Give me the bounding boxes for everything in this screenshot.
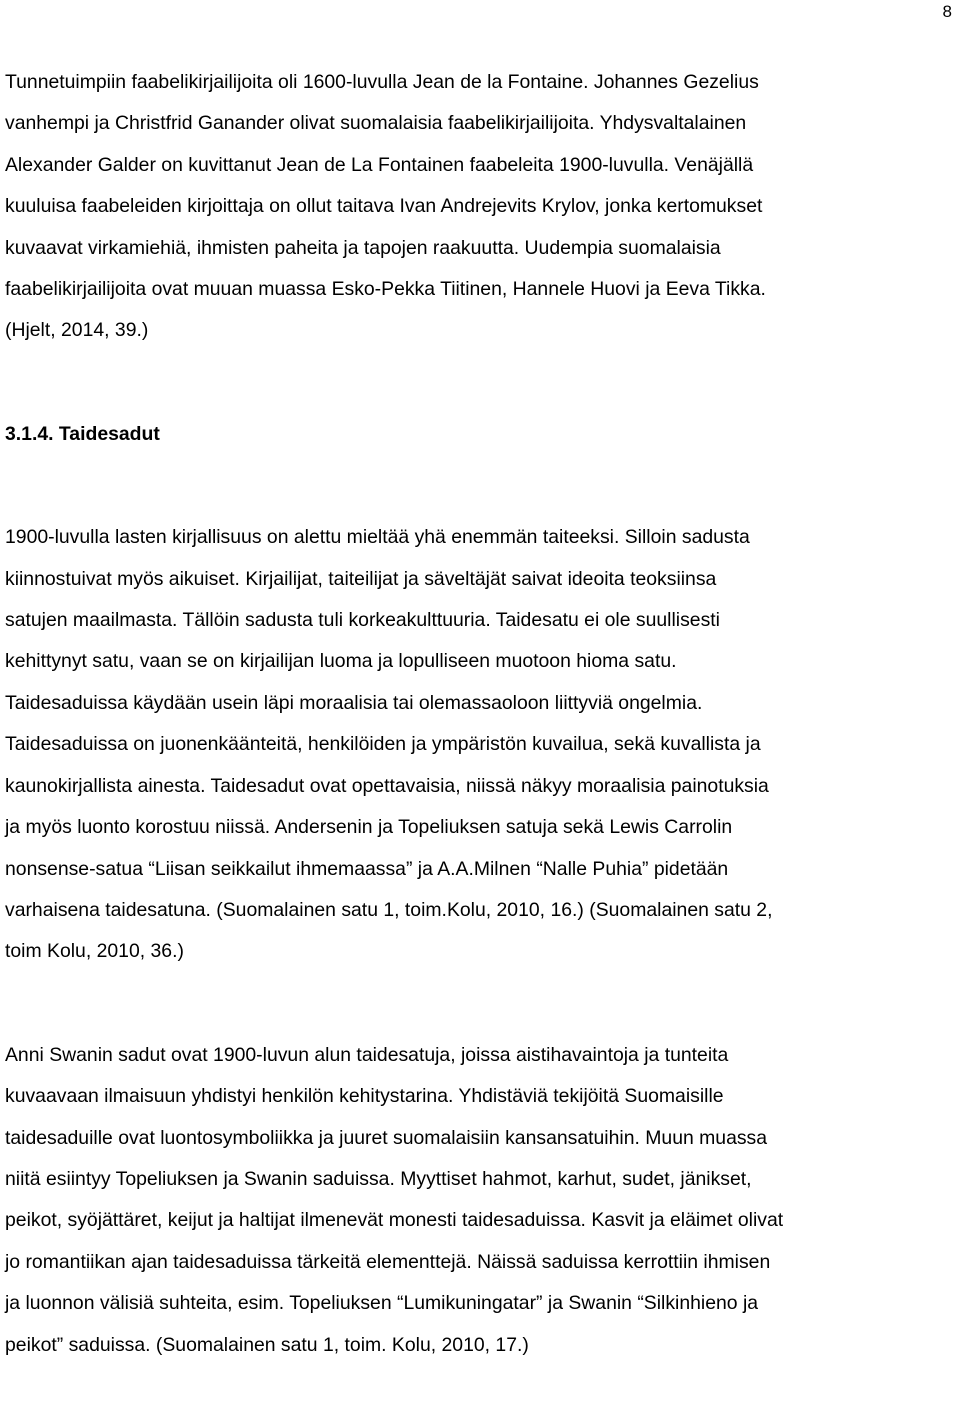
text-line: faabelikirjailijoita ovat muuan muassa Esko-Pekka Tiitinen, Hannele Huovi ja Eeva Tikka. (5, 278, 766, 301)
text-line: niitä esiintyy Topeliuksen ja Swanin saduissa. Myyttiset hahmot, karhut, sudet, jänikset, (5, 1167, 752, 1190)
text-line: kehittynyt satu, vaan se on kirjailijan luoma ja lopulliseen muotoon hioma satu. (5, 650, 677, 673)
text-line: Alexander Galder on kuvittanut Jean de La Fontainen faabeleita 1900-luvulla. Venäjällä (5, 153, 754, 176)
text-line: toim Kolu, 2010, 36.) (5, 940, 184, 963)
text-line: (Hjelt, 2014, 39.) (5, 319, 149, 342)
text-line: kuvaavat virkamiehiä, ihmisten paheita ja tapojen raakuutta. Uudempia suomalaisia (5, 236, 721, 259)
text-line: kuvaavaan ilmaisuun yhdistyi henkilön kehitystarina. Yhdistäviä tekijöitä Suomaisille (5, 1085, 724, 1108)
section-heading: 3.1.4. Taidesadut (5, 422, 160, 445)
text-line: peikot” saduissa. (Suomalainen satu 1, toim. Kolu, 2010, 17.) (5, 1333, 529, 1356)
document-body (5, 62, 950, 1366)
text-line: kaunokirjallista ainesta. Taidesadut ovat opettavaisia, niissä näkyy moraalisia painotuksia (5, 774, 769, 797)
text-line: jo romantiikan ajan taidesaduissa tärkeitä elementtejä. Näissä saduissa kerrottiin ihmisen (5, 1250, 771, 1273)
text-line: vanhempi ja Christfrid Ganander olivat suomalaisia faabelikirjailijoita. Yhdysvaltalainen (5, 112, 747, 135)
text-line: ja myös luonto korostuu niissä. Andersenin ja Topeliuksen satuja sekä Lewis Carrolin (5, 816, 733, 839)
text-line: 1900-luvulla lasten kirjallisuus on alettu mieltää yhä enemmän taiteeksi. Silloin sadusta (5, 526, 750, 549)
text-line: Anni Swanin sadut ovat 1900-luvun alun taidesatuja, joissa aistihavaintoja ja tunteita (5, 1043, 729, 1066)
text-line: taidesaduille ovat luontosymboliikka ja juuret suomalaisiin kansansatuihin. Muun muassa (5, 1126, 768, 1149)
text-line: nonsense-satua “Liisan seikkailut ihmemaassa” ja A.A.Milnen “Nalle Puhia” pidetään (5, 857, 729, 880)
text-line: kuuluisa faabeleiden kirjoittaja on ollut taitava Ivan Andrejevits Krylov, jonka kertomukset (5, 195, 763, 218)
text-line: satujen maailmasta. Tällöin sadusta tuli korkeakulttuuria. Taidesatu ei ole suullisesti (5, 609, 720, 632)
text-line: kiinnostuivat myös aikuiset. Kirjailijat, taiteilijat ja säveltäjät saivat ideoita teoksiinsa (5, 567, 717, 590)
text-line: varhaisena taidesatuna. (Suomalainen satu 1, toim.Kolu, 2010, 16.) (Suomalainen satu 2, (5, 898, 773, 921)
text-line: Taidesaduissa käydään usein läpi moraalisia tai olemassaoloon liittyviä ongelmia. (5, 691, 703, 714)
paragraph-fables (5, 62, 950, 352)
text-line: ja luonnon välisiä suhteita, esim. Topeliuksen “Lumikuningatar” ja Swanin “Silkinhieno ja (5, 1292, 759, 1315)
text-line: Tunnetuimpiin faabelikirjailijoita oli 1600-luvulla Jean de la Fontaine. Johannes Gezelius (5, 71, 759, 93)
paragraph-anni-swan (5, 1035, 950, 1366)
text-line: peikot, syöjättäret, keijut ja haltijat ilmenevät monesti taidesaduissa. Kasvit ja eläimet olivat (5, 1209, 784, 1232)
paragraph-art-fairytales (5, 517, 950, 972)
page-number: 8 (942, 2, 952, 21)
text-line: Taidesaduissa on juonenkäänteitä, henkilöiden ja ympäristön kuvailua, sekä kuvallista ja (5, 733, 761, 756)
